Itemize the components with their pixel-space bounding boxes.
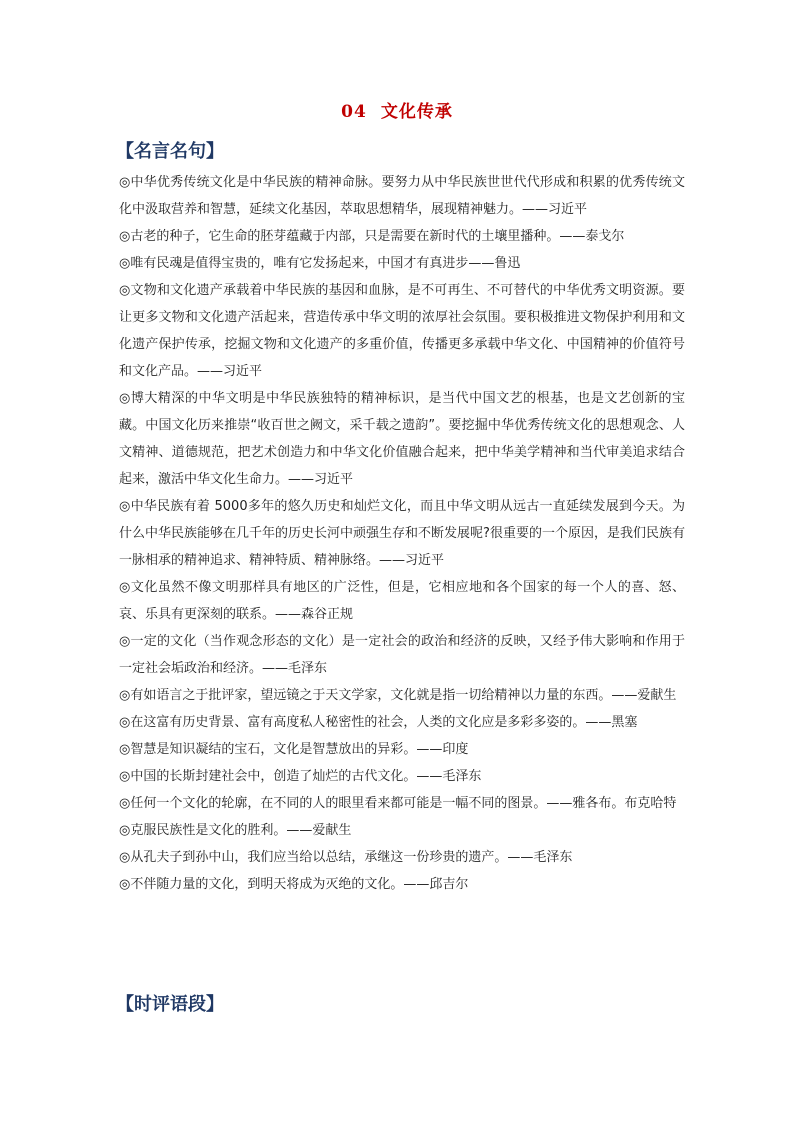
quote-item: ◎文物和文化遗产承载着中华民族的基因和血脉，是不可再生、不可替代的中华优秀文明资源。要让更多文物和文化遗产活起来，营造传承中华文明的浓厚社会氛围。要积极推进文物保护利用和文化遗产保护传承，挖掘文物和文化遗产的多重价值，传播更多承载中华文化、中国精神的价值符号和文化产品。——习近平 (119, 283, 685, 379)
quote-item: ◎古老的种子，它生命的胚芽蕴藏于内部，只是需要在新时代的土壤里播种。——泰戈尔 (119, 229, 625, 244)
quote-item: ◎有如语言之于批评家，望远镜之于天文学家，文化就是指一切给精神以力量的东西。——爱献生 (119, 688, 677, 703)
quote-item: ◎唯有民魂是值得宝贵的，唯有它发扬起来，中国才有真进步——鲁迅 (119, 256, 521, 271)
quote-item: ◎不伴随力量的文化，到明天将成为灭绝的文化。——邱吉尔 (119, 877, 469, 892)
title-text: 文化传承 (380, 102, 453, 122)
quote-item: ◎博大精深的中华文明是中华民族独特的精神标识，是当代中国文艺的根基，也是文艺创新的宝藏。中国文化历来推崇“收百世之阙文，采千载之遗韵”。要挖掘中华优秀传统文化的思想观念、人文精神、道德规范，把艺术创造力和中华文化价值融合起来，把中华美学精神和当代审美追求结合起来，激活中华文化生命力。——习近平 (119, 391, 685, 487)
quote-item: ◎智慧是知识凝结的宝石，文化是智慧放出的异彩。——印度 (119, 742, 469, 757)
page-title (0, 97, 794, 122)
quote-item: ◎中华优秀传统文化是中华民族的精神命脉。要努力从中华民族世世代代形成和积累的优秀传统文化中汲取营养和智慧，延续文化基因，萃取思想精华，展现精神魅力。——习近平 (119, 175, 685, 217)
quote-item: ◎中国的长斯封建社会中，创造了灿烂的古代文化。——毛泽东 (119, 769, 482, 784)
title-number: 04 (341, 102, 367, 122)
section-heading-commentary: 【时评语段】 (116, 994, 224, 1015)
quote-item: ◎任何一个文化的轮廓，在不同的人的眼里看来都可能是一幅不同的图景。——雅各布。布克哈特 (119, 796, 677, 811)
quote-item: ◎中华民族有着 5000多年的悠久历史和灿烂文化，而且中华文明从远古一直延续发展到今天。为什么中华民族能够在几千年的历史长河中顽强生存和不断发展呢?很重要的一个原因，是我们民族有一脉相承的精神追求、精神特质、精神脉络。——习近平 (119, 499, 685, 568)
quote-item: ◎从孔夫子到孙中山，我们应当给以总结，承继这一份珍贵的遗产。——毛泽东 (119, 850, 573, 865)
quote-list (119, 169, 685, 898)
section-heading-famous-quotes: 【名言名句】 (116, 141, 224, 162)
quote-item: ◎在这富有历史背景、富有高度私人秘密性的社会，人类的文化应是多彩多姿的。——黑塞 (119, 715, 638, 730)
quote-item: ◎一定的文化（当作观念形态的文化）是一定社会的政治和经济的反映，又经予伟大影响和作用于一定社会垢政治和经济。——毛泽东 (119, 634, 685, 676)
quote-item: ◎克服民族性是文化的胜利。——爱献生 (119, 823, 352, 838)
quote-item: ◎文化虽然不像文明那样具有地区的广泛性，但是，它相应地和各个国家的每一个人的喜、怒、哀、乐具有更深刻的联系。——森谷正规 (119, 580, 685, 622)
